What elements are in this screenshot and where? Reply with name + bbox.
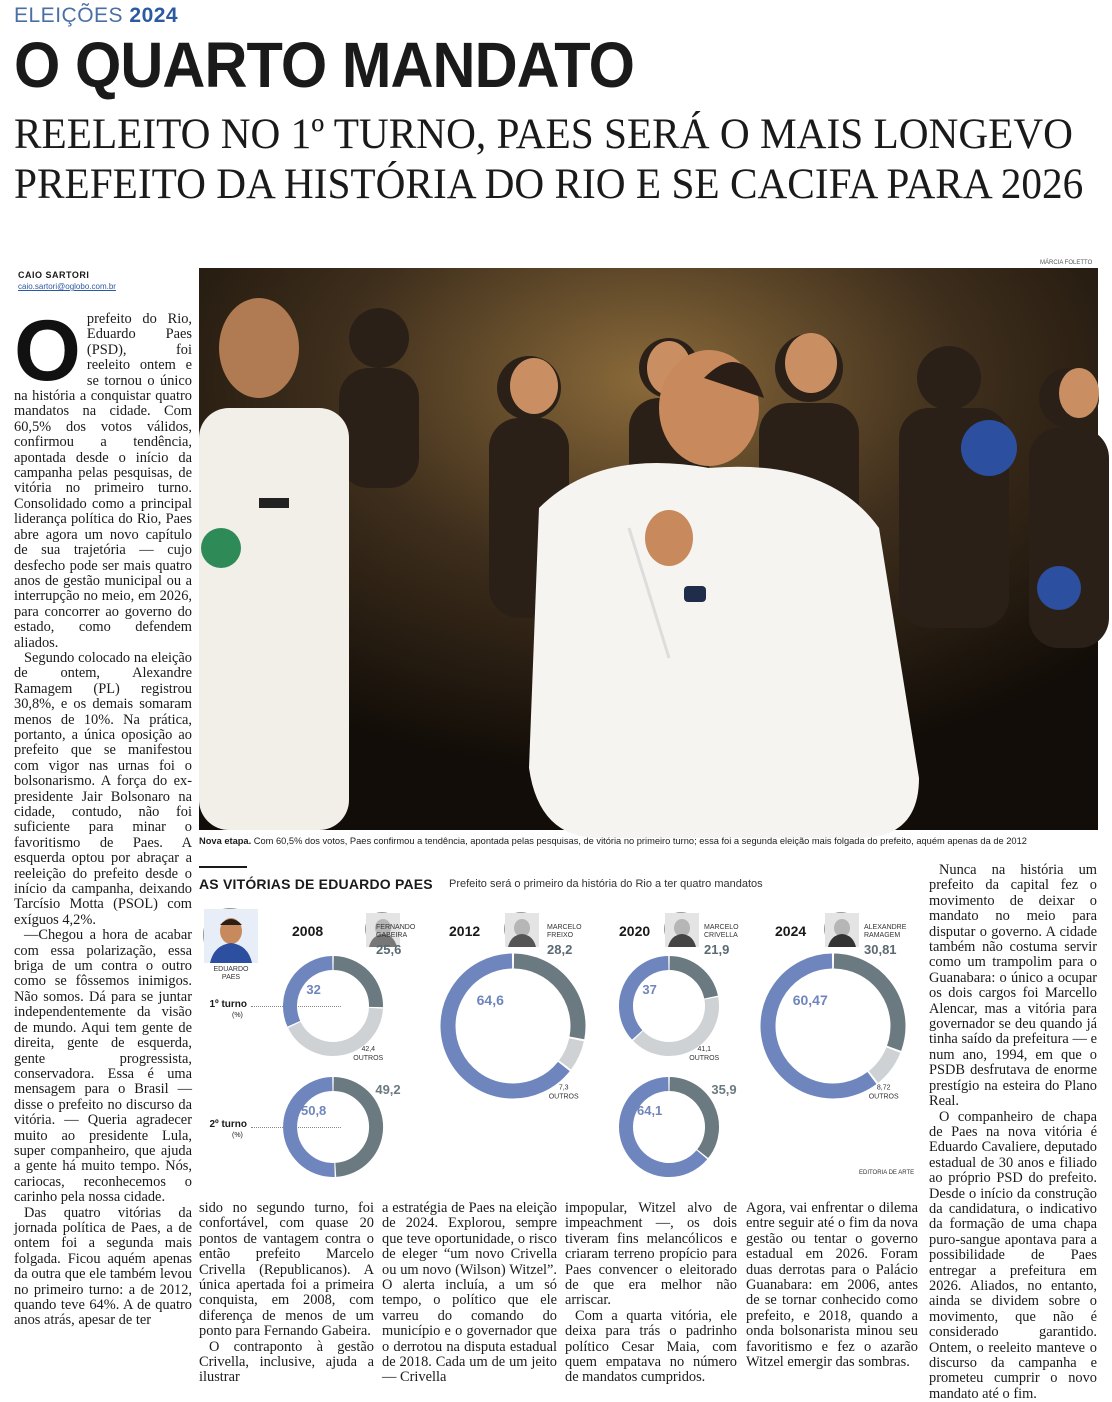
donut-2020-round2 <box>626 1082 737 1170</box>
kicker-year: 2024 <box>129 4 178 27</box>
year-2012: 2012 <box>449 923 480 939</box>
photo-credit: MÁRCIA FOLETTO <box>1040 260 1092 266</box>
year-2008: 2008 <box>292 923 323 939</box>
col1-paragraph-2: Segundo colocado na eleição de ontem, Alexandre Ramagem (PL) registrou 30,8%, e os demais somaram menos de 10%. Na prática, portanto, a única oposição ao prefeito que se manifestou com vigor nas urnas foi o bolsonarismo. A força do ex-presidente Jair Bolsonaro na cidade, contudo, não foi suficiente para minar o favoritismo de Paes. A esquerda optou por abraçar a reeleição do prefeito desde o início da campanha, deixando Tarcísio Motta (PSOL) com exíguos 4,2%. <box>14 651 192 928</box>
donut-2008-round2 <box>290 1082 401 1170</box>
col1-paragraph-1: prefeito do Rio, Eduardo Paes (PSD), foi reeleito ontem e se tornou o único na história a conquistar quatro mandatos na cidade. Com 60,5% dos votos válidos, confirmou a tendência, apontada desde o início da campanha pelas pesquisas, de vitória no primeiro turno. Consolidado como a principal liderança política do Rio, Paes abre agora um novo capítulo de sua trajetória — cujo desfecho pode ser mais quatro anos de gestão municipal ou a interrupção no meio, em 2026, para concorrer ao governo do estado, como defendem aliados. <box>14 311 192 651</box>
dropcap: O <box>14 318 81 384</box>
freixo-name-2: FREIXO <box>547 932 582 940</box>
photo-caption <box>199 835 1098 847</box>
photo-illustration <box>199 268 1098 830</box>
main-photo <box>199 268 1098 830</box>
donut-2008-round2-paes-label: 50,8 <box>301 1103 326 1118</box>
freixo-value: 28,2 <box>547 942 572 957</box>
infographic-credit: EDITORIA DE ARTE <box>859 1170 914 1176</box>
donut-2024-round1-paes-label: 60,47 <box>793 992 828 1008</box>
donut-2012-round1-others-slice <box>565 1040 576 1065</box>
donut-2020-round1-paes-label: 37 <box>642 982 656 997</box>
ramagem-value: 30,81 <box>864 942 897 957</box>
donut-2008-round1-paes-label: 32 <box>306 982 320 997</box>
donut-2020-round2-paes-label: 64,1 <box>637 1103 662 1118</box>
article-column-4 <box>565 1201 737 1385</box>
article-column-2 <box>199 1201 374 1385</box>
donut-2008-round1 <box>290 963 384 1062</box>
donut-2008-round1-others-value: 42,4 <box>361 1046 375 1053</box>
donut-2020-round2-opponent-label: 35,9 <box>711 1082 736 1097</box>
donut-2020-round1-others-value: 41,1 <box>697 1046 711 1053</box>
caption-text: Com 60,5% dos votos, Paes confirmou a tendência, apontada pelas pesquisas, de vitória no primeiro turno; essa foi a segunda eleição mais folgada do prefeito, aquém apenas da de 2012 <box>254 836 1027 846</box>
article-column-right <box>929 863 1097 1383</box>
year-2024: 2024 <box>775 923 806 939</box>
infographic-subtitle: Prefeito será o primeiro da história do Rio a ter quatro mandatos <box>449 878 763 890</box>
donut-2024-round1-others-slice <box>874 1050 894 1077</box>
donut-2020-round1 <box>626 963 720 1062</box>
gabeira-value: 25,6 <box>376 942 401 957</box>
deck <box>14 110 1104 210</box>
gabeira-name-2: GABEIRA <box>376 932 415 940</box>
donut-2012-round1-opponent-slice <box>514 961 578 1038</box>
col4-paragraph-1: impopular, Witzel alvo de impeachment —, os dois tiveram fins melancólicos e criaram terreno propício para Paes convencer o eleitorado de que era melhor não arriscar. <box>565 1201 737 1309</box>
infographic <box>199 866 929 1198</box>
paes-label-line-2: PAES <box>209 974 253 982</box>
crivella-value: 21,9 <box>704 942 729 957</box>
freixo-name-1: MARCELO <box>547 924 582 932</box>
donut-2008-round1-others-slice <box>294 1008 376 1049</box>
donut-2024-round1-others-value: 8,72 <box>877 1085 891 1092</box>
headline: O QUARTO MANDATO <box>14 28 634 102</box>
donut-2020-round1-others-slice <box>638 998 712 1049</box>
infographic-title: AS VITÓRIAS DE EDUARDO PAES <box>199 876 433 892</box>
article-column-1 <box>14 312 192 1384</box>
col1-paragraph-3: —Chegou a hora de acabar com essa polarização, essa briga de um contra o outro como se fôssemos inimigos. Não somos. Dá para se juntar independentemente da visão de mundo. Aqui tem gente de direita, gente de esquerda, gente progressista, conservadora. Essa é uma mensagem para o Brasil — disse o prefeito no discurso da vitória. — Queria agradecer muito ao presidente Lula, super companheiro, que ajuda a gente há muito tempo. Nós, cariocas, reconhecemos o carinho pela nossa cidade. <box>14 928 192 1205</box>
caption-lead: Nova etapa. <box>199 836 251 846</box>
col2-paragraph-1: sido no segundo turno, foi confortável, com quase 20 pontos de vantagem contra o então prefeito Marcelo Crivella (Republicanos). A única apertada foi a primeira conquista, em 2008, com diferença de menos de um ponto para Fernando Gabeira. <box>199 1201 374 1340</box>
turn1-pct: (%) <box>232 1012 243 1019</box>
deck-line-1: REELEITO NO 1º TURNO, PAES SERÁ O MAIS LONGEVO <box>14 110 1060 160</box>
byline-author: CAIO SARTORI <box>18 270 89 280</box>
donut-2008-round2-opponent-slice <box>334 1084 376 1170</box>
crivella-name-1: MARCELO <box>704 924 739 932</box>
col4-paragraph-2: Com a quarta vitória, ele deixa para trás o padrinho político Cesar Maia, com quem empatava no número de mandatos cumpridos. <box>565 1309 737 1386</box>
col2-paragraph-2: O contraponto à gestão Crivella, inclusive, ajuda a ilustrar <box>199 1340 374 1386</box>
paes-label-line-1: EDUARDO <box>209 966 253 974</box>
turn2-label: 2º turno <box>199 1119 247 1130</box>
ramagem-name-2: RAMAGEM <box>864 932 906 940</box>
donut-2008-round2-opponent-label: 49,2 <box>375 1082 400 1097</box>
col5-paragraph-1: Agora, vai enfrentar o dilema entre seguir até o fim da nova gestão ou tentar o governo estadual em 2026. Foram duas derrotas para o Palácio Guanabara: em 2006, antes de se tornar conhecido como prefeito, e 2018, quando a onda bolsonarista minou seu favoritismo e fez o azarão Witzel emergir das sombras. <box>746 1201 918 1370</box>
deck-line-2: PREFEITO DA HISTÓRIA DO RIO E SE CACIFA PARA 2026 <box>14 160 1060 210</box>
donut-2020-round1-opponent-slice <box>670 963 711 997</box>
section-kicker <box>14 4 178 28</box>
donut-2020-round1-paes-slice <box>626 963 668 1035</box>
donut-2024-round1-paes-slice <box>768 961 872 1091</box>
kicker-section: ELEIÇÕES <box>14 4 123 27</box>
turn1-label: 1º turno <box>199 999 247 1010</box>
donut-2008-round1-others-label: OUTROS <box>353 1055 383 1062</box>
donut-2008-round1-opponent-slice <box>334 963 376 1007</box>
donut-2024-round1-opponent-slice <box>834 961 898 1048</box>
donut-charts <box>199 866 929 1198</box>
donut-2024-round1 <box>768 961 899 1101</box>
colR-paragraph-1: Nunca na história um prefeito da capital fez o movimento de deixar o mandato no meio para disputar o governo. A cidade também não costuma servir como um trampolim para o Guanabara: o único a ocupar os dois cargos foi Marcello Alencar, mas a vitória para governador se deu quando já tinha saído da prefeitura — e num ano, 1994, em que o PSDB desfrutava de enorme prestígio na esteira do Plano Real. <box>929 863 1097 1110</box>
turn2-pct: (%) <box>232 1132 243 1139</box>
donut-2012-round1-others-value: 7,3 <box>559 1085 569 1092</box>
col1-paragraph-4: Das quatro vitórias da jornada política de Paes, a de ontem foi a segunda mais folgada. Ficou aquém apenas da outra que ele também levou no primeiro turno: a de 2012, quando teve 64%. A de quatro anos atrás, apesar de ter <box>14 1206 192 1329</box>
crivella-name-2: CRIVELLA <box>704 932 739 940</box>
donut-2012-round1-others-label: OUTROS <box>549 1094 579 1101</box>
article-column-5 <box>746 1201 918 1385</box>
year-2020: 2020 <box>619 923 650 939</box>
donut-2020-round1-others-label: OUTROS <box>689 1055 719 1062</box>
col3-paragraph-1: a estratégia de Paes na eleição de 2024. Explorou, sempre que teve oportunidade, o risco de eleger “um novo Crivella ou um novo (Wilson) Witzel”. O alerta incluía, a um só tempo, o político que ele varreu do comando do município e o governador que o derrotou na disputa estadual de 2018. Cada um de um jeito — Crivella <box>382 1201 557 1386</box>
ramagem-name-1: ALEXANDRE <box>864 924 906 932</box>
byline-email[interactable]: caio.sartori@oglobo.com.br <box>18 282 116 291</box>
donut-2020-round2-opponent-slice <box>670 1084 712 1154</box>
gabeira-name-1: FERNANDO <box>376 924 415 932</box>
article-column-3 <box>382 1201 557 1385</box>
colR-paragraph-2: O companheiro de chapa de Paes na nova vitória é Eduardo Cavaliere, deputado estadual de 30 anos e filiado ao próprio PSD do prefeito. Desde o início da construção da candidatura, o indicativo da formação de uma chapa puro-sangue apontava para a possibilidade de Paes entregar a prefeitura em 2026. Aliados, no entanto, ainda se dividem sobre o movimento, que não é considerado garantido. Ontem, o reeleito manteve o discurso da campanha e prometeu cumprir o novo mandato até o fim. <box>929 1110 1097 1402</box>
donut-2024-round1-others-label: OUTROS <box>869 1094 899 1101</box>
donut-2008-round2-paes-slice <box>290 1084 334 1170</box>
donut-2012-round1 <box>448 961 579 1101</box>
donut-2012-round1-paes-slice <box>448 961 564 1091</box>
donut-2012-round1-paes-label: 64,6 <box>477 992 504 1008</box>
